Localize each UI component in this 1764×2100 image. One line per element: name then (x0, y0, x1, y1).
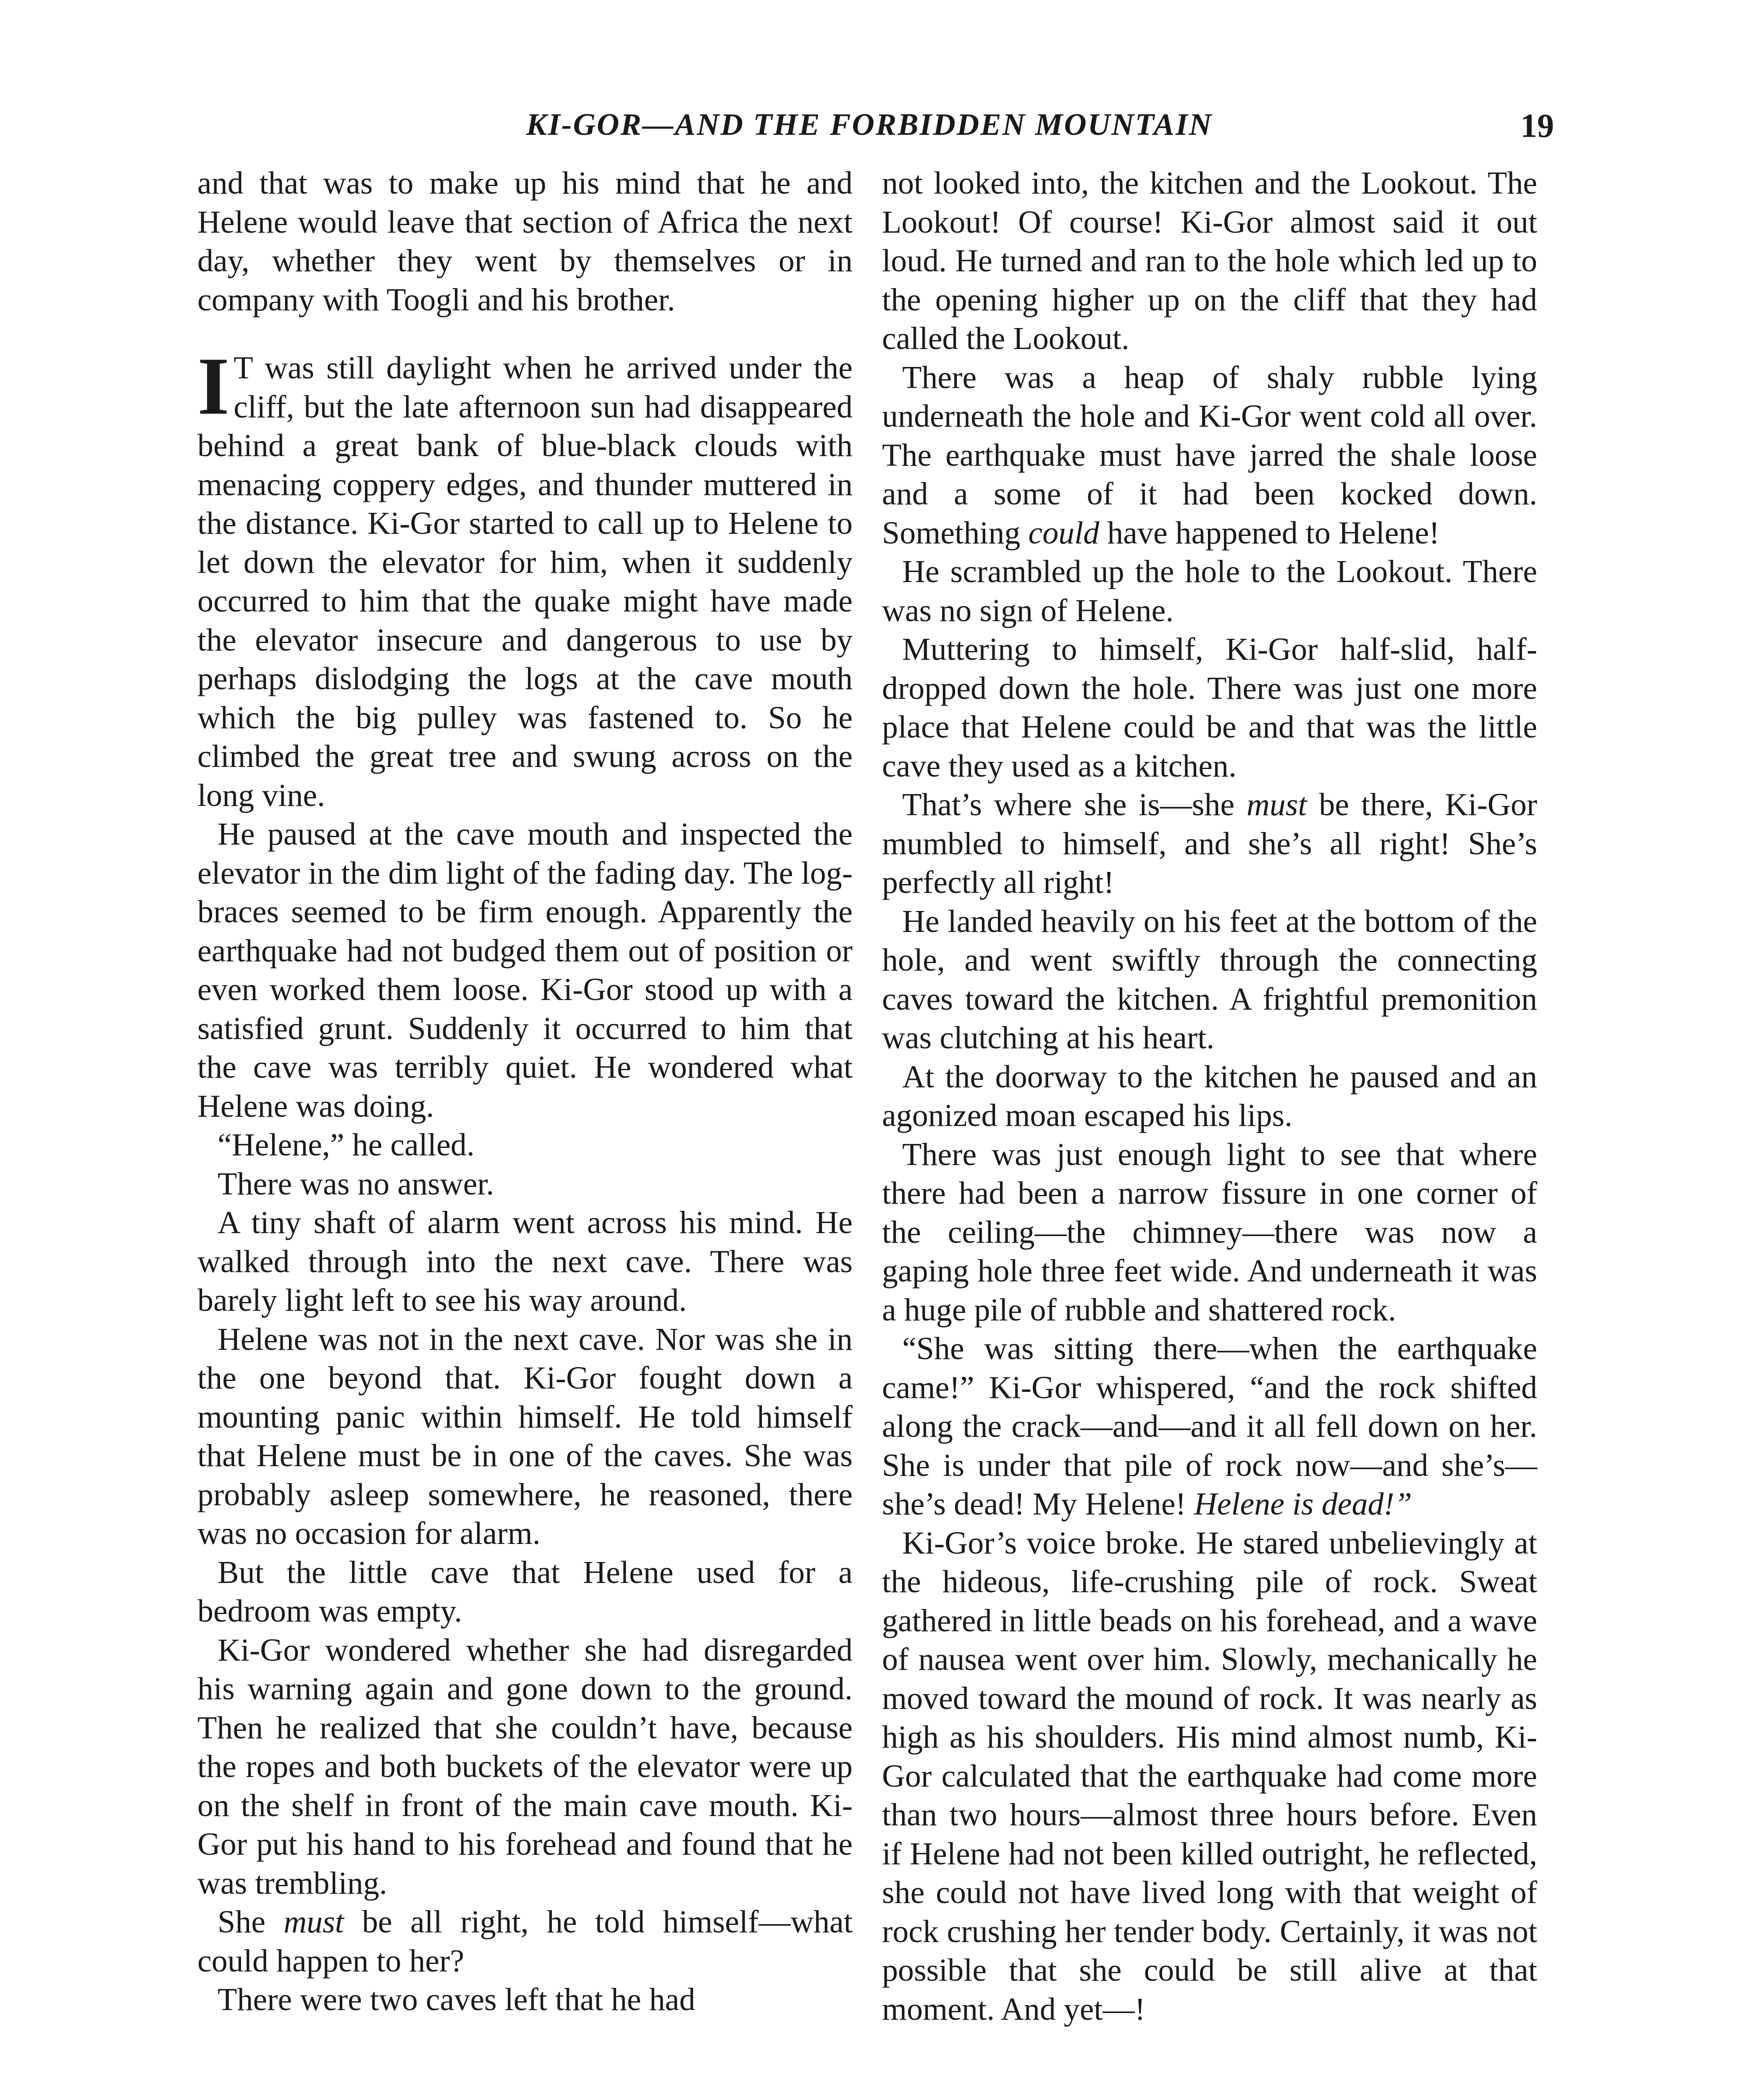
paragraph-dropcap (197, 341, 853, 815)
paragraph: He scrambled up the hole to the Lookout. There was no sign of Helene. (882, 554, 1537, 628)
paragraph (882, 1329, 1537, 1524)
paragraph: He paused at the cave mouth and inspected the elevator in the dim light of the fading day. The log-braces seemed to be firm enough. Apparently the earthquake had not budged them out of position or even worked them loose. Ki-Gor stood up with a satisfied grunt. Suddenly it occurred to him that the cave was terribly quiet. He wondered what Helene was doing. (197, 816, 853, 1124)
paragraph (197, 1903, 853, 1980)
paragraph: not looked into, the kitchen and the Lookout. The Lookout! Of course! Ki-Gor almost said it out loud. He turned and ran to the hole which led up to the opening higher up on the cliff that they had called the Lookout. (882, 165, 1537, 356)
paragraph: Ki-Gor’s voice broke. He stared unbelievingly at the hideous, life-crushing pile of rock. Sweat gathered in little beads on his forehead, and a wave of nausea went over him. Slowly, mechanically he moved toward the mound of rock. It was nearly as high as his shoulders. His mind almost numb, Ki-Gor calculated that the earthquake had come more than two hours—almost three hours before. Even if Helene had not been killed outright, he reflected, she could not have lived long with that weight of rock crushing her tender body. Certainly, it was not possible that she could be still alive at that moment. And yet—! (882, 1525, 1537, 2027)
emphasis: must (284, 1904, 344, 1940)
paragraph: Helene was not in the next cave. Nor was she in the one beyond that. Ki-Gor fought down a mounting panic within himself. He told himself that Helene must be in one of the caves. She was probably asleep somewhere, he reasoned, there was no occasion for alarm. (197, 1321, 853, 1551)
emphasis: could (1028, 515, 1100, 551)
drop-cap: I (197, 341, 230, 432)
paragraph: He landed heavily on his feet at the bottom of the hole, and went swiftly through the connecting caves toward the kitchen. A frightful premonition was clutching at his heart. (882, 903, 1537, 1055)
paragraph: At the doorway to the kitchen he paused and an agonized moan escaped his lips. (882, 1059, 1537, 1133)
left-column (197, 164, 853, 2019)
paragraph: and that was to make up his mind that he and Helene would leave that section of Africa the next day, whether they went by themselves or in company with Toogli and his brother. (197, 165, 853, 318)
paragraph: There was no answer. (218, 1166, 494, 1202)
paragraph: There were two caves left that he had (218, 1982, 696, 2017)
emphasis: Helene is dead!” (1194, 1486, 1412, 1522)
text-run: be there, Ki-Gor mumbled to himself, and she’s all right! She’s perfectly all right! (882, 787, 1537, 900)
right-column (882, 164, 1537, 2029)
text-run: “She was sitting there—when the earthquake came!” Ki-Gor whispered, “and the rock shifted along the crack—and—and it all fell down on her. She is under that pile of rock now—and she’s—she’s dead! My Helene! (882, 1331, 1537, 1522)
text-run: have happened to Helene! (1099, 515, 1440, 551)
text-run: That’s where she is—she (902, 787, 1247, 822)
text-run: She (218, 1904, 284, 1940)
paragraph: Muttering to himself, Ki-Gor half-slid, half-dropped down the hole. There was just one more place that Helene could be and that was the little cave they used as a kitchen. (882, 632, 1537, 784)
running-title: KI-GOR—AND THE FORBIDDEN MOUNTAIN (526, 108, 1213, 142)
paragraph: Ki-Gor wondered whether she had disregarded his warning again and gone down to the ground. Then he realized that she couldn’t have, because the ropes and both buckets of the elevator were up on the shelf in front of the main cave mouth. Ki-Gor put his hand to his forehead and found that he was trembling. (197, 1632, 853, 1901)
paragraph: There was just enough light to see that where there had been a narrow fissure in one corner of the ceiling—the chimney—there was now a gaping hole three feet wide. And underneath it was a huge pile of rubble and shattered rock. (882, 1137, 1537, 1328)
paragraph-text: T was still daylight when he arrived under the cliff, but the late afternoon sun had disappeared behind a great bank of blue-black clouds with menacing coppery edges, and thunder muttered in the distance. Ki-Gor started to call up to Helene to let down the elevator for him, when it suddenly occurred to him that the quake might have made the elevator insecure and dangerous to use by perhaps dislodging the logs at the cave mouth which the big pulley was fastened to. So he climbed the great tree and swung across on the long vine. (197, 350, 853, 813)
text-run: There was a heap of shaly rubble lying underneath the hole and Ki-Gor went cold all over. The earthquake must have jarred the shale loose and a some of it had been kocked down. Something (882, 360, 1537, 551)
text-run: be all right, he told himself—what could happen to her? (197, 1904, 853, 1979)
paragraph (882, 358, 1537, 553)
paragraph (882, 785, 1537, 902)
paragraph: But the little cave that Helene used for a bedroom was empty. (197, 1554, 853, 1629)
paragraph: “Helene,” he called. (218, 1127, 475, 1163)
page-header (185, 107, 1554, 153)
emphasis: must (1247, 787, 1307, 822)
paragraph: A tiny shaft of alarm went across his mind. He walked through into the next cave. There was barely light left to see his way around. (197, 1205, 853, 1318)
page-number: 19 (1520, 108, 1554, 144)
